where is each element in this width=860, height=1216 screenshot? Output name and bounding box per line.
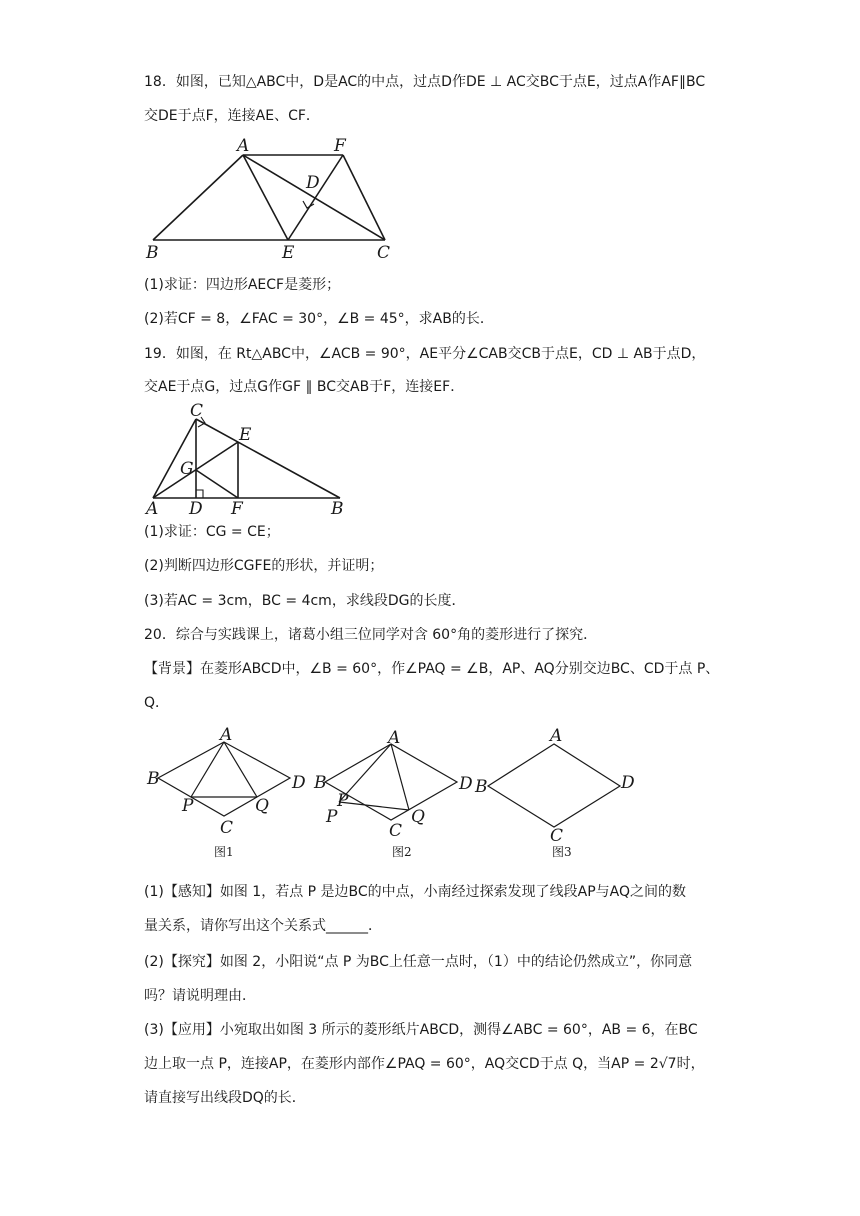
- right-angle-mark-d: [196, 490, 203, 498]
- q20-figures: [140, 726, 660, 862]
- fig1-label-p: P: [182, 796, 194, 816]
- fig3-label-b: B: [475, 777, 488, 797]
- q20-part3-line2: 边上取一点 P，连接AP，在菱形内部作∠PAQ = 60°，AQ交CD于点 Q，当AP = 2√7时，: [144, 1056, 705, 1072]
- q18-part1: (1)求证：四边形AECF是菱形；: [144, 277, 341, 293]
- segment-aq: [224, 742, 257, 797]
- segment-ap: [191, 742, 224, 797]
- q19-stem-line2: 交AE于点G，过点G作GF ∥ BC交AB于F，连接EF．: [144, 379, 465, 395]
- q20-part2-line2: 吗？请说明理由．: [144, 988, 256, 1004]
- q19-part3: (3)若AC = 3cm，BC = 4cm，求线段DG的长度．: [144, 593, 466, 609]
- fig2-label-b: B: [314, 773, 327, 793]
- q20-part2-line1: (2)【探究】如图 2，小阳说“点 P 为BC上任意一点时，（1）中的结论仍然成立”，你同意: [144, 954, 693, 970]
- label-f: F: [231, 499, 243, 519]
- label-e: E: [239, 425, 252, 445]
- segment-ab: [153, 155, 243, 240]
- fig3-label-d: D: [621, 773, 635, 793]
- label-b: B: [331, 499, 344, 519]
- fig2-label-q: Q: [411, 807, 425, 827]
- figure-2: [313, 728, 473, 859]
- q18-stem-line2: 交DE于点F，连接AE、CF．: [144, 108, 320, 124]
- q19-part2: (2)判断四边形CGFE的形状，并证明；: [144, 558, 384, 574]
- fig3-label-a: A: [550, 726, 563, 746]
- figure-1: [146, 725, 306, 859]
- fig2-caption: 图2: [392, 845, 412, 859]
- rhombus-abcd: [488, 744, 620, 827]
- fig1-label-d: D: [292, 773, 306, 793]
- q19-part1: (1)求证：CG = CE；: [144, 524, 280, 540]
- q18-figure: [140, 132, 410, 264]
- fig2-label-a: A: [388, 728, 401, 748]
- label-d: D: [306, 173, 320, 193]
- fig2-label-p: P: [337, 791, 349, 811]
- label-e: E: [282, 243, 295, 263]
- q18-part2: (2)若CF = 8，∠FAC = 30°，∠B = 45°，求AB的长．: [144, 311, 494, 327]
- q19-figure: [140, 400, 360, 518]
- label-b: B: [146, 243, 159, 263]
- fig1-label-c: C: [220, 818, 234, 838]
- label-g: G: [180, 459, 194, 479]
- segment-fe: [288, 155, 343, 240]
- q20-part3-line1: (3)【应用】小宛取出如图 3 所示的菱形纸片ABCD，测得∠ABC = 60°，AB = 6，在BC: [144, 1022, 698, 1038]
- fig2-label-c: C: [389, 821, 403, 841]
- segment-gf: [196, 470, 238, 498]
- q19-stem-line1: 19．如图，在 Rt△ABC中，∠ACB = 90°，AE平分∠CAB交CB于点E，CD ⊥ AB于点D，: [144, 346, 706, 362]
- fig3-caption: 图3: [552, 845, 572, 859]
- fig1-label-b: B: [147, 769, 160, 789]
- fig2-label-d: D: [459, 774, 473, 794]
- figure-3: [474, 726, 635, 859]
- label-c: C: [377, 243, 391, 263]
- fig1-label-q: Q: [255, 796, 269, 816]
- fig2-label-p-lower: P: [326, 807, 338, 827]
- label-a: A: [146, 499, 159, 519]
- rhombus-abcd: [158, 742, 290, 816]
- q18-stem-line1: 18．如图，已知△ABC中，D是AC的中点，过点D作DE ⊥ AC交BC于点E，过点A作AF∥BC: [144, 74, 706, 90]
- q20-part3-line3: 请直接写出线段DQ的长．: [144, 1090, 306, 1106]
- label-a: A: [237, 136, 250, 156]
- segment-pq: [339, 802, 409, 810]
- fig3-label-c: C: [550, 826, 564, 846]
- label-f: F: [334, 136, 346, 156]
- segment-cb: [196, 419, 340, 498]
- segment-aq: [391, 744, 409, 810]
- label-d: D: [189, 499, 203, 519]
- fig1-label-a: A: [220, 725, 233, 745]
- label-c: C: [190, 401, 204, 421]
- q20-part1-line2: 量关系，请你写出这个关系式______．: [144, 918, 382, 934]
- fig1-caption: 图1: [214, 845, 234, 859]
- q20-background-line1: 【背景】在菱形ABCD中，∠B = 60°，作∠PAQ = ∠B，AP、AQ分别交边BC、CD于点 P、: [144, 661, 720, 677]
- q20-part1-line1: (1)【感知】如图 1，若点 P 是边BC的中点，小南经过探索发现了线段AP与AQ之间的数: [144, 884, 687, 900]
- q20-background-line2: Q．: [144, 695, 170, 711]
- q20-stem: 20．综合与实践课上，诸葛小组三位同学对含 60°角的菱形进行了探究．: [144, 627, 598, 643]
